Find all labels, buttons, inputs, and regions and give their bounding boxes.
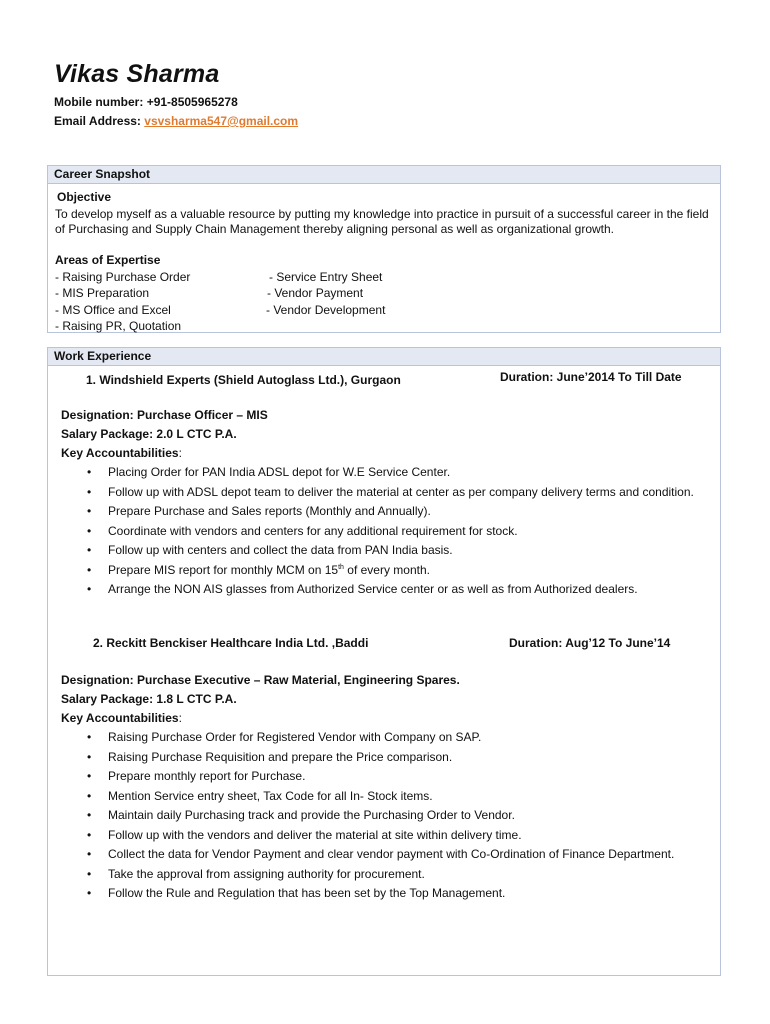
job-1-duration: Duration: June’2014 To Till Date: [500, 370, 682, 384]
area-item: - Vendor Payment: [267, 286, 364, 300]
job-2-ka: [61, 711, 182, 725]
career-snapshot-section: [47, 165, 721, 333]
list-item: • Raising Purchase Order for Registered Vendor with Company on SAP.: [61, 730, 701, 745]
list-item: • Prepare Purchase and Sales reports (Monthly and Annually).: [61, 504, 701, 519]
list-item: • Coordinate with vendors and centers for any additional requirement for stock.: [61, 524, 701, 539]
job-1-ka: [61, 446, 182, 460]
job-2-designation: Designation: Purchase Executive – Raw Material, Engineering Spares.: [61, 673, 460, 687]
job-2-salary: Salary Package: 1.8 L CTC P.A.: [61, 692, 237, 706]
area-item: - Vendor Development: [266, 303, 386, 317]
list-item: • Follow up with the vendors and deliver the material at site within delivery time.: [61, 828, 701, 843]
list-item: • Mention Service entry sheet, Tax Code for all In- Stock items.: [61, 789, 701, 804]
key-accountabilities-label: Key Accountabilities: [61, 446, 179, 460]
job-1-salary: Salary Package: 2.0 L CTC P.A.: [61, 427, 237, 441]
candidate-name: Vikas Sharma: [54, 60, 220, 88]
mobile-value: +91-8505965278: [146, 95, 238, 109]
ka-colon: :: [178, 446, 182, 460]
objective-text: To develop myself as a valuable resource by putting my knowledge into practice in pursuit of a successful career in the field of Purchasing and Supply Chain Management thereby aligning personal as well as organizational growth.: [55, 207, 709, 236]
job-2-heading: 2. Reckitt Benckiser Healthcare India Ltd. ,Baddi: [93, 636, 369, 650]
area-item: - MIS Preparation: [55, 286, 150, 300]
areas-title: Areas of Expertise: [55, 253, 161, 267]
item-text: Prepare MIS report for monthly MCM on 15: [108, 562, 339, 577]
mobile-label: Mobile number:: [54, 95, 144, 109]
work-experience-section: [47, 347, 721, 976]
superscript: th: [338, 563, 344, 571]
list-item: • Raising Purchase Requisition and prepare the Price comparison.: [61, 750, 701, 765]
list-item: • Collect the data for Vendor Payment and clear vendor payment with Co-Ordination of Finance Department.: [61, 847, 701, 862]
list-item: • Prepare monthly report for Purchase.: [61, 769, 701, 784]
email-link[interactable]: vsvsharma547@gmail.com: [144, 114, 299, 128]
area-item: - Raising Purchase Order: [55, 270, 191, 284]
item-tail: of every month.: [343, 562, 430, 577]
work-experience-heading: Work Experience: [48, 348, 720, 366]
list-item: • Follow the Rule and Regulation that has been set by the Top Management.: [61, 886, 701, 901]
area-item: - MS Office and Excel: [55, 303, 171, 317]
email-label: Email Address:: [54, 114, 141, 128]
job-1-accountabilities: [61, 465, 701, 597]
key-accountabilities-label: Key Accountabilities: [61, 711, 179, 725]
job-1-designation: Designation: Purchase Officer – MIS: [61, 408, 268, 422]
list-item: • Maintain daily Purchasing track and provide the Purchasing Order to Vendor.: [61, 808, 701, 823]
area-item: - Raising PR, Quotation: [55, 319, 182, 333]
list-item: • Placing Order for PAN India ADSL depot for W.E Service Center.: [61, 465, 701, 480]
mobile-line: [54, 95, 238, 109]
objective-title: Objective: [57, 190, 112, 204]
email-line: [54, 114, 298, 128]
job-2-accountabilities: [61, 730, 701, 901]
career-snapshot-heading: Career Snapshot: [48, 166, 720, 184]
job-2-duration: Duration: Aug’12 To June’14: [509, 636, 671, 650]
list-item: • Follow up with centers and collect the data from PAN India basis.: [61, 543, 701, 558]
job-1-heading: 1. Windshield Experts (Shield Autoglass Ltd.), Gurgaon: [86, 373, 401, 387]
area-item: - Service Entry Sheet: [269, 270, 383, 284]
list-item: • Take the approval from assigning authority for procurement.: [61, 867, 701, 882]
list-item: • Arrange the NON AIS glasses from Authorized Service center or as well as from Authorized dealers.: [61, 582, 701, 597]
ka-colon: :: [178, 711, 182, 725]
list-item: [61, 563, 701, 578]
list-item: • Follow up with ADSL depot team to deliver the material at center as per company delivery terms and condition.: [61, 485, 701, 500]
